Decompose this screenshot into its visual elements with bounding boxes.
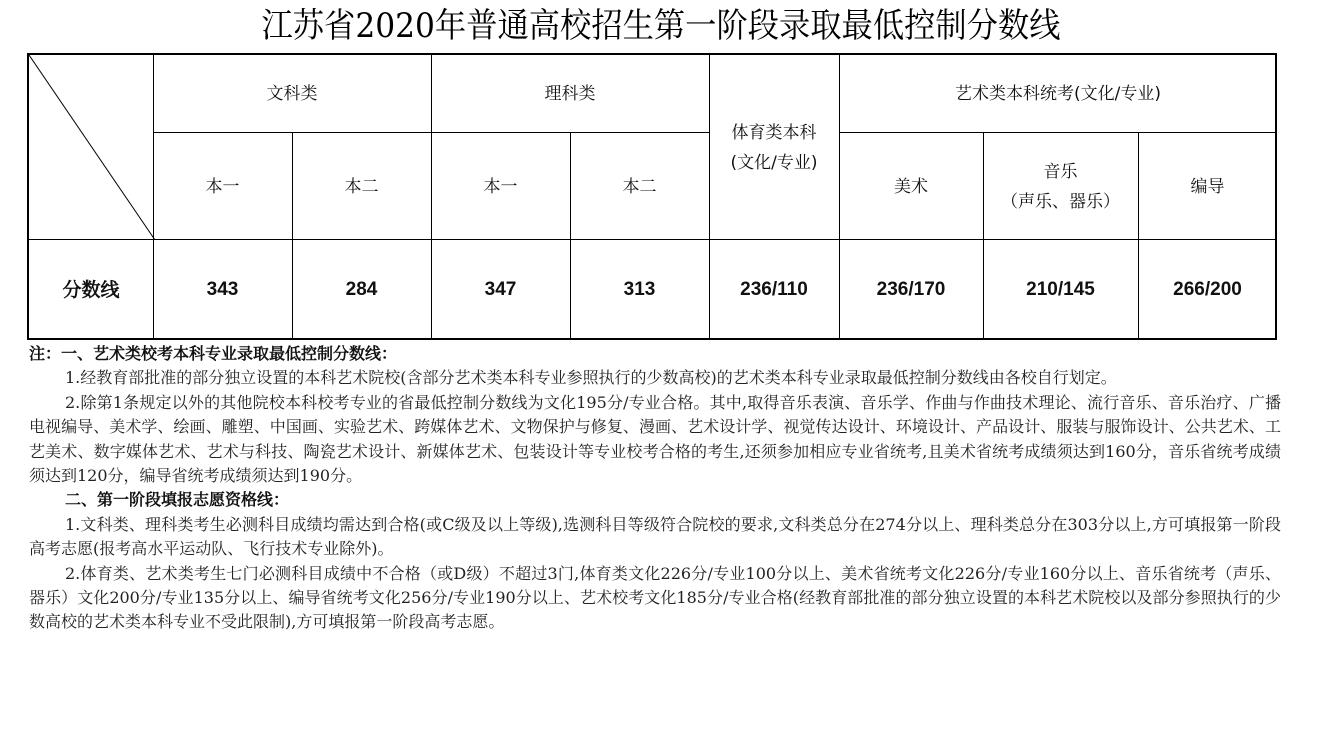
header-like <box>431 55 709 133</box>
header-like-ben2 <box>570 133 709 240</box>
header-yinyue <box>983 133 1138 240</box>
header-wenke-ben2 <box>292 133 431 240</box>
header-wenke <box>153 55 431 133</box>
cell-wenke-ben1 <box>153 240 292 340</box>
cell-wenke-ben2 <box>292 240 431 340</box>
header-yishu <box>839 55 1277 133</box>
note-2-1: 1.文科类、理科类考生必测科目成绩均需达到合格(或C级及以上等级),选测科目等级符合院校的要求,文科类总分在274分以上、理科类总分在303分以上,方可填报第一阶段高考志愿(报考高水平运动队、飞行技术专业除外)。 <box>29 514 1281 559</box>
header-yinyue-line1: 音乐 <box>1043 161 1078 182</box>
notes-heading-2: 二、第一阶段填报志愿资格线： <box>65 490 290 510</box>
value-like-ben1: 347 <box>484 279 517 300</box>
header-wenke-ben1-label: 本一 <box>205 176 240 197</box>
cell-like-ben1 <box>431 240 570 340</box>
corner-diagonal <box>29 55 155 240</box>
header-meishu-label: 美术 <box>894 176 928 197</box>
header-tiyu <box>709 55 839 240</box>
header-biandao-label: 编导 <box>1190 176 1225 197</box>
header-yinyue-line2: （声乐、器乐） <box>1001 191 1120 212</box>
value-biandao: 266/200 <box>1173 279 1242 300</box>
header-meishu <box>839 133 983 240</box>
notes-heading-1: 注：一、艺术类校考本科专业录取最低控制分数线： <box>29 344 398 363</box>
value-like-ben2: 313 <box>623 279 656 300</box>
header-biandao <box>1138 133 1277 240</box>
cell-like-ben2 <box>570 240 709 340</box>
cell-biandao <box>1138 240 1277 340</box>
note-1-2: 2.除第1条规定以外的其他院校本科校考专业的省最低控制分数线为文化195分/专业合格。其中,取得音乐表演、音乐学、作曲与作曲技术理论、流行音乐、音乐治疗、广播电视编导、美术学、绘画、雕塑、中国画、实验艺术、跨媒体艺术、文物保护与修复、漫画、艺术设计学、视觉传达设计、环境设计、产品设计、服装与服饰设计、公共艺术、工艺美术、数字媒体艺术、艺术与科技、陶瓷艺术设计、新媒体艺术、包装设计等专业校考合格的考生,还须参加相应专业省统考,且美术省统考成绩须达到160分，音乐省统考成绩须达到120分，编导省统考成绩须达到190分。 <box>29 392 1281 486</box>
header-like-ben2-label: 本二 <box>622 176 657 197</box>
header-wenke-ben2-label: 本二 <box>344 176 379 197</box>
note-1-1: 1.经教育部批准的部分独立设置的本科艺术院校(含部分艺术类本科专业参照执行的少数高校)的艺术类本科专业录取最低控制分数线由各校自行划定。 <box>65 368 1117 388</box>
value-tiyu: 236/110 <box>740 279 808 300</box>
header-wenke-label: 文科类 <box>266 84 318 104</box>
note-2-2: 2.体育类、艺术类考生七门必测科目成绩中不合格（或D级）不超过3门,体育类文化226分/专业100分以上、美术省统考文化226分/专业160分以上、音乐省统考（声乐、器乐）文化200分/专业135分以上、编导省统考文化256分/专业190分以上、艺术校考文化185分/专业合格(经教育部批准的部分独立设置的本科艺术院校以及部分参照执行的少数高校的艺术类本科专业不受此限制),方可填报第一阶段高考志愿。 <box>29 563 1281 632</box>
row-label <box>29 240 153 340</box>
notes-section <box>29 342 1281 635</box>
header-tiyu-line1: 体育类本科 <box>731 122 817 143</box>
header-yishu-label: 艺术类本科统考(文化/专业) <box>955 84 1161 104</box>
cell-meishu <box>839 240 983 340</box>
score-table <box>27 53 1277 340</box>
value-meishu: 236/170 <box>876 279 946 300</box>
header-wenke-ben1 <box>153 133 292 240</box>
cell-tiyu <box>709 240 839 340</box>
value-wenke-ben1: 343 <box>206 279 239 300</box>
header-like-ben1-label: 本一 <box>483 176 518 197</box>
cell-yinyue <box>983 240 1138 340</box>
header-like-label: 理科类 <box>544 84 596 104</box>
value-wenke-ben2: 284 <box>345 279 378 300</box>
value-yinyue: 210/145 <box>1026 279 1095 300</box>
header-tiyu-line2: (文化/专业) <box>730 152 818 173</box>
page-title: 江苏省2020年普通高校招生第一阶段录取最低控制分数线 <box>261 6 1061 46</box>
header-like-ben1 <box>431 133 570 240</box>
row-label-text: 分数线 <box>62 279 120 301</box>
